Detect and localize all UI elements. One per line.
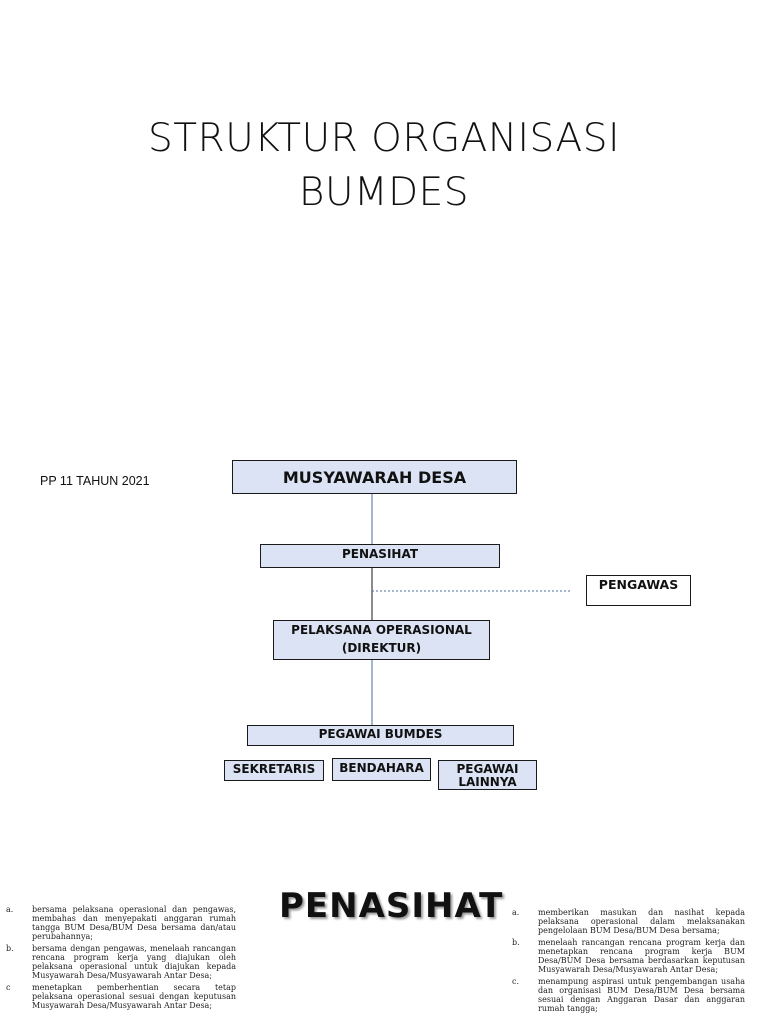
pelaksana-label-line-2: (DIREKTUR): [341, 641, 422, 655]
penasihat-section-heading: PENASIHAT: [279, 886, 504, 926]
pegawai-bumdes-label: PEGAWAI BUMDES: [318, 727, 443, 741]
list-marker: b.: [512, 938, 520, 947]
pengawas-label: PENGAWAS: [598, 577, 679, 592]
regulation-label: PP 11 TAHUN 2021: [40, 474, 150, 488]
sekretaris-box: [224, 760, 324, 781]
list-marker: a.: [6, 905, 14, 914]
list-marker: a.: [512, 908, 520, 917]
list-marker: b.: [6, 944, 14, 953]
sekretaris-label: SEKRETARIS: [232, 762, 316, 776]
list-item: [512, 908, 745, 935]
list-marker: c.: [512, 977, 520, 986]
penasihat-duties-right: [512, 908, 745, 1016]
page-title: [0, 112, 768, 220]
pegawai-bumdes-box: [247, 725, 514, 746]
pegawai-lainnya-line-1: PEGAWAI: [456, 762, 519, 776]
list-item-text: menampung aspirasi untuk pengembangan usaha dan organisasi BUM Desa/BUM Desa bersama sesuai dengan Anggaran Dasar dan anggaran rumah tangga;: [538, 977, 745, 1013]
page-title-line-1: STRUKTUR ORGANISASI: [148, 116, 620, 161]
pelaksana-operasional-box: [273, 620, 490, 660]
musyawarah-desa-label: MUSYAWARAH DESA: [282, 468, 467, 487]
bendahara-label: BENDAHARA: [339, 761, 424, 775]
pegawai-lainnya-box: [438, 760, 537, 790]
penasihat-label: PENASIHAT: [341, 547, 418, 561]
pegawai-lainnya-line-2: LAINNYA: [458, 775, 517, 789]
pelaksana-label-line-1: PELAKSANA OPERASIONAL: [291, 623, 472, 637]
list-item: [6, 983, 236, 1010]
musyawarah-desa-box: [232, 460, 517, 494]
penasihat-duties-left: [6, 905, 236, 1013]
list-item-text: bersama dengan pengawas, menelaah rancangan rencana program kerja yang diajukan oleh pelaksana operasional untuk diajukan kepada Musyawarah Desa/Musyawarah Antar Desa;: [32, 944, 236, 980]
list-marker: c: [6, 983, 11, 992]
penasihat-box: [260, 544, 500, 568]
list-item: [512, 938, 745, 974]
list-item: [512, 977, 745, 1013]
list-item-text: bersama pelaksana operasional dan pengawas, membahas dan menyepakati anggaran rumah tangga BUM Desa/BUM Desa bersama dan/atau perubahannya;: [32, 905, 236, 941]
list-item-text: menetapkan pemberhentian secara tetap pelaksana operasional sesuai dengan keputusan Musyawarah Desa/Musyawarah Antar Desa;: [32, 983, 236, 1010]
list-item-text: menelaah rancangan rencana program kerja dan menetapkan rencana program kerja BUM Desa/BUM Desa bersama berdasarkan keputusan Musyawarah Desa/Musyawarah Antar Desa;: [538, 938, 745, 974]
page-title-line-2: BUMDES: [298, 170, 470, 215]
list-item-text: memberikan masukan dan nasihat kepada pelaksana operasional dalam melaksanakan pengelolaan BUM Desa/BUM Desa bersama;: [538, 908, 745, 935]
list-item: [6, 944, 236, 980]
pengawas-box: [586, 575, 691, 606]
bendahara-box: [332, 758, 431, 781]
list-item: [6, 905, 236, 941]
